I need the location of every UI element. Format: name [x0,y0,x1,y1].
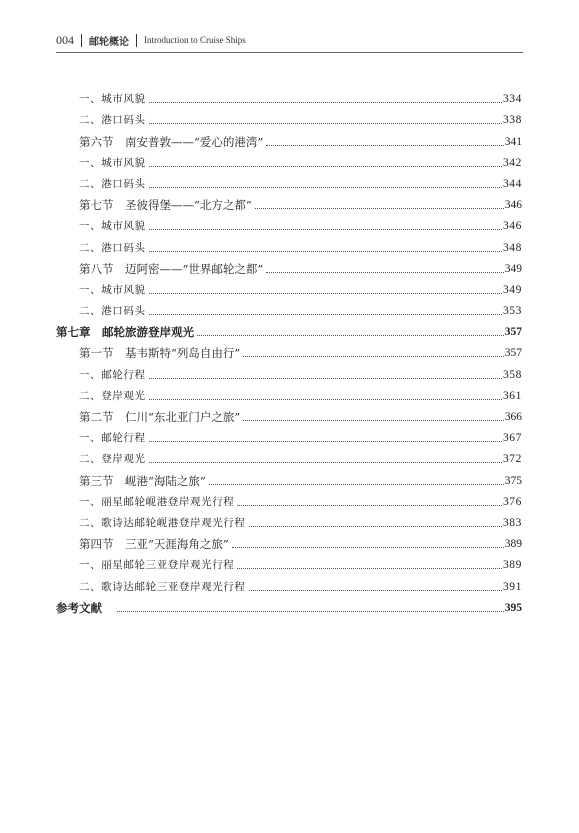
toc-entry-page: 344 [502,177,522,190]
dot-leader [149,314,502,315]
dot-leader [243,420,503,421]
toc-entry-item [56,573,522,594]
book-title: 邮轮概论 [89,36,129,48]
toc-entry-title: 一、丽星邮轮三亚登岸观光行程 [79,559,235,572]
page-number: 004 [56,32,74,47]
toc-entry-page: 353 [502,305,522,318]
dot-leader [117,611,504,612]
toc-entry-title: 第三节 岘港“海陆之旅” [79,473,206,488]
toc-entry-item [56,489,522,510]
dot-leader [266,272,503,273]
toc-entry-page: 389 [502,559,522,572]
dot-leader [149,462,502,463]
toc-entry-page: 376 [502,495,522,508]
toc-entry-item [56,150,522,171]
dot-leader [149,293,502,294]
toc-entry-title: 一、城市风貌 [79,283,146,296]
toc-entry-item [56,107,522,128]
toc-entry-title: 二、港口码头 [79,177,146,190]
toc-entry-section [56,467,522,488]
toc-entry-section [56,340,522,361]
toc-entry-page: 372 [502,453,522,466]
toc-entry-page: 367 [502,432,522,445]
toc-entry-title: 第一节 基韦斯特“列岛自由行” [79,346,241,361]
toc-entry-item [56,425,522,446]
toc-entry-item [56,86,522,107]
dot-leader [232,547,504,548]
toc-entry-title: 一、城市风貌 [79,156,146,169]
toc-entry-page: 391 [502,580,522,593]
toc-entry-title: 第七节 圣彼得堡——“北方之都” [79,198,252,213]
toc-entry-item [56,361,522,382]
toc-entry-title: 一、邮轮行程 [79,368,146,381]
toc-entry-section [56,256,522,277]
toc-entry-section [56,531,522,552]
toc-entry-title: 第六节 南安普敦——“爱心的港湾” [79,134,264,149]
toc-entry-title: 二、港口码头 [79,241,146,254]
dot-leader [149,166,502,167]
dot-leader [149,229,502,230]
dot-leader [266,145,503,146]
dot-leader [249,526,502,527]
toc-entry-page: 358 [502,368,522,381]
toc-entry-item [56,383,522,404]
toc-entry-page: 383 [502,516,522,529]
toc-entry-ref [56,595,522,616]
toc-entry-page: 346 [502,220,522,233]
dot-leader [149,399,502,400]
toc-entry-item [56,552,522,573]
toc-entry-page: 357 [504,347,522,360]
dot-leader [243,356,503,357]
toc-entry-item [56,213,522,234]
page-header [56,32,523,48]
toc-entry-page: 357 [504,326,522,339]
toc-entry-page: 395 [504,601,522,614]
toc-entry-title: 二、港口码头 [79,114,146,127]
toc-entry-title: 第七章 邮轮旅游登岸观光 [56,325,194,340]
dot-leader [149,123,502,124]
toc-entry-item [56,171,522,192]
dot-leader [249,590,502,591]
toc-entry-title: 一、邮轮行程 [79,432,146,445]
toc-entry-page: 366 [504,411,522,423]
toc-entry-item [56,298,522,319]
toc-entry-title: 一、城市风貌 [79,93,146,106]
toc-entry-item [56,234,522,255]
dot-leader [149,441,502,442]
toc-entry-title: 二、歌诗达邮轮岘港登岸观光行程 [79,516,246,529]
toc-entry-title: 参考文献 [56,600,102,615]
dot-leader [237,568,502,569]
header-divider [81,34,82,47]
toc-entry-title: 第八节 迈阿密——“世界邮轮之都” [79,261,264,276]
toc-entry-page: 349 [502,283,522,296]
toc-entry-page: 389 [504,538,522,551]
toc-entry-section [56,128,522,149]
toc-entry-title: 二、港口码头 [79,305,146,318]
toc-entry-section [56,404,522,425]
toc-entry-title: 一、城市风貌 [79,220,146,233]
toc-entry-section [56,192,522,213]
dot-leader [237,505,502,506]
english-title: Introduction to Cruise Ships [144,35,246,45]
table-of-contents [56,86,522,616]
toc-entry-title: 第四节 三亚“天涯海角之旅” [79,537,229,552]
toc-entry-page: 349 [504,262,522,275]
toc-entry-page: 375 [504,474,522,487]
toc-entry-item [56,510,522,531]
dot-leader [197,335,504,336]
toc-entry-title: 二、登岸观光 [79,389,146,402]
toc-entry-page: 361 [502,389,522,402]
dot-leader [149,187,502,188]
toc-entry-item [56,277,522,298]
toc-entry-title: 二、歌诗达邮轮三亚登岸观光行程 [79,580,246,593]
toc-entry-title: 第二节 仁川“东北亚门户之旅” [79,410,241,424]
dot-leader [209,484,504,485]
toc-entry-page: 346 [504,199,522,212]
toc-entry-title: 一、丽星邮轮岘港登岸观光行程 [79,495,235,508]
dot-leader [255,208,504,209]
dot-leader [149,378,502,379]
toc-entry-page: 341 [504,135,522,148]
toc-entry-item [56,446,522,467]
toc-entry-page: 338 [502,114,522,127]
toc-entry-page: 334 [502,93,522,106]
header-divider [136,34,137,47]
toc-entry-title: 二、登岸观光 [79,453,146,466]
header-rule [56,52,523,53]
dot-leader [149,251,502,252]
dot-leader [149,102,502,103]
toc-entry-chapter [56,319,522,340]
toc-entry-page: 342 [502,156,522,169]
toc-entry-page: 348 [502,241,522,254]
